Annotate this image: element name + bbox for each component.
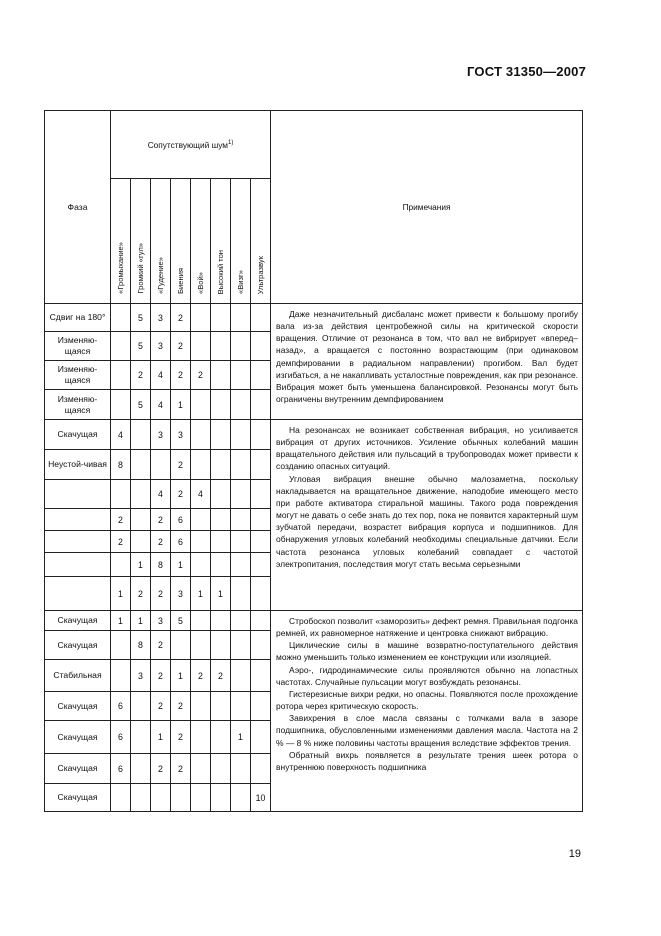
noise-value-cell [251,450,271,480]
noise-value-cell [211,304,231,332]
noise-value-cell [131,784,151,812]
noise-value-cell: 2 [131,577,151,611]
noise-value-cell [131,754,151,784]
noise-value-cell [191,784,211,812]
phase-cell: Скачущая [45,721,111,754]
noise-value-cell [211,450,231,480]
noise-value-cell [231,480,251,509]
noise-value-cell: 3 [151,420,171,450]
noise-column-label: Громкий «гул» [135,243,145,294]
noise-value-cell [111,361,131,390]
noise-value-cell: 8 [151,553,171,577]
noise-group-header [111,111,271,179]
noise-column-label: Ультразвук [255,255,265,294]
noise-value-cell: 2 [171,480,191,509]
note-paragraph: Аэро-, гидродинамические силы проявляются обычно на лопастных частотах. Случайные пульсации могут возбуждать резонансы. [276,664,578,687]
noise-value-cell: 4 [191,480,211,509]
phase-cell: Изменяю-щаяся [45,361,111,390]
notes-cell [271,304,583,420]
noise-value-cell [231,509,251,531]
noise-value-cell: 5 [171,611,191,631]
noise-value-cell [191,631,211,660]
noise-value-cell [191,332,211,361]
noise-value-cell: 3 [171,420,191,450]
noise-value-cell: 1 [131,553,151,577]
noise-value-cell: 2 [171,304,191,332]
note-paragraph: Гистерезисные вихри редки, но опасны. Появляются после прохождение ротора через критическую скорость. [276,688,578,712]
noise-value-cell [111,390,131,420]
noise-value-cell [231,531,251,553]
noise-column-label: Биения [175,268,185,294]
document-header: ГОСТ 31350—2007 [467,64,586,79]
noise-value-cell [251,390,271,420]
noise-value-cell: 2 [171,692,191,721]
noise-value-cell [151,450,171,480]
noise-column-label: Высокий тон [215,249,225,294]
noise-value-cell [251,721,271,754]
noise-value-cell: 3 [151,611,171,631]
phase-cell [45,480,111,509]
noise-value-cell [131,480,151,509]
noise-value-cell: 4 [111,420,131,450]
noise-value-cell [191,611,211,631]
noise-value-cell: 2 [111,531,131,553]
noise-value-cell: 2 [171,332,191,361]
noise-value-cell: 4 [151,361,171,390]
noise-column-header [251,179,271,304]
noise-value-cell: 2 [191,660,211,692]
notes-header: Примечания [271,111,583,304]
noise-value-cell: 6 [111,721,131,754]
phase-cell: Скачущая [45,754,111,784]
noise-column-header [111,179,131,304]
footnote-mark: 1) [228,139,234,146]
note-paragraph: Стробоскоп позволит «заморозить» дефект ремня. Правильная подгонка ремней, их равномерное натяжение и центровка снижают вибрацию. [276,616,578,639]
phase-cell: Сдвиг на 180° [45,304,111,332]
noise-value-cell [111,660,131,692]
phase-cell: Скачущая [45,692,111,721]
noise-column-header [191,179,211,304]
noise-value-cell [131,420,151,450]
noise-value-cell: 2 [111,509,131,531]
noise-column-header [171,179,191,304]
noise-value-cell [211,332,231,361]
noise-value-cell [231,361,251,390]
phase-cell: Неустой-чивая [45,450,111,480]
noise-value-cell [231,577,251,611]
noise-value-cell: 1 [151,721,171,754]
noise-value-cell [111,332,131,361]
noise-value-cell [211,784,231,812]
noise-value-cell: 1 [231,721,251,754]
note-paragraph: На резонансах не возникает собственная вибрация, но усиливается вибрация от других источников. Усиление обычных колебаний машин вращательного действия или пульсаций в трубопроводах может привести к созданию опасных ситуаций. [276,425,578,472]
noise-value-cell: 5 [131,390,151,420]
noise-value-cell: 6 [171,509,191,531]
noise-value-cell: 2 [211,660,231,692]
noise-value-cell: 2 [151,509,171,531]
noise-value-cell [251,332,271,361]
noise-value-cell [231,332,251,361]
phase-cell: Скачущая [45,611,111,631]
noise-value-cell [251,531,271,553]
noise-value-cell: 3 [151,332,171,361]
noise-value-cell [211,631,231,660]
noise-value-cell [251,509,271,531]
noise-value-cell: 2 [171,754,191,784]
table-row [45,611,583,631]
noise-value-cell: 2 [171,721,191,754]
noise-value-cell [231,692,251,721]
noise-value-cell [251,611,271,631]
noise-value-cell [191,509,211,531]
noise-value-cell [131,692,151,721]
noise-value-cell [191,390,211,420]
noise-value-cell: 3 [171,577,191,611]
noise-value-cell [131,531,151,553]
noise-value-cell [211,480,231,509]
noise-value-cell [251,480,271,509]
phase-cell: Скачущая [45,784,111,812]
noise-value-cell [131,721,151,754]
noise-value-cell: 1 [171,553,191,577]
noise-column-header [151,179,171,304]
noise-value-cell: 5 [131,332,151,361]
note-paragraph: Обратный вихрь появляется в результате трения шеек ротора о внутреннюю поверхность подшипника [276,749,578,772]
noise-column-label: «Вой» [195,272,205,294]
noise-value-cell [251,660,271,692]
noise-value-cell [211,361,231,390]
noise-value-cell [191,553,211,577]
noise-value-cell: 1 [211,577,231,611]
noise-value-cell [151,784,171,812]
noise-column-label: «Визг» [235,269,245,294]
page-number: 19 [568,848,581,860]
noise-value-cell [211,692,231,721]
noise-value-cell [231,611,251,631]
noise-value-cell: 6 [111,692,131,721]
phase-cell: Изменяю-щаяся [45,390,111,420]
noise-value-cell [171,631,191,660]
notes-cell [271,611,583,812]
noise-value-cell [231,450,251,480]
noise-value-cell: 2 [151,660,171,692]
phase-cell [45,577,111,611]
noise-value-cell [231,420,251,450]
noise-value-cell: 4 [151,390,171,420]
noise-value-cell: 2 [131,361,151,390]
noise-value-cell [251,631,271,660]
noise-value-cell [231,660,251,692]
noise-value-cell: 5 [131,304,151,332]
noise-value-cell [211,553,231,577]
noise-value-cell [191,692,211,721]
noise-value-cell: 6 [111,754,131,784]
noise-value-cell [231,784,251,812]
noise-column-label: «Громыхание» [115,242,125,294]
phase-cell: Скачущая [45,420,111,450]
noise-value-cell: 2 [191,361,211,390]
noise-column-header [211,179,231,304]
noise-value-cell: 10 [251,784,271,812]
noise-value-cell [111,553,131,577]
noise-value-cell: 1 [171,390,191,420]
noise-value-cell [231,553,251,577]
noise-value-cell [231,304,251,332]
phase-cell [45,553,111,577]
noise-value-cell [211,611,231,631]
noise-value-cell [211,721,231,754]
noise-value-cell [251,692,271,721]
note-paragraph: Угловая вибрация внешне обычно малозаметна, поскольку накладывается на вращательное движение, наподобие имеющего место при работе активатора стиральной машины. Такого рода повреждения могут не давать о себе знать до тех пор, пока не появится характерный шум зубчатой передачи, возрастет вибрация корпуса и подшипников. Для обнаружения угловых колебаний необходимы специальные датчики. Если частота резонанса угловых колебаний совпадает с частотой электропитания, последствия могут стать весьма серьезными [276,473,578,569]
noise-value-cell: 2 [171,361,191,390]
notes-cell [271,420,583,611]
phase-cell: Изменяю-щаяся [45,332,111,361]
noise-value-cell [191,304,211,332]
phase-header: Фаза [45,111,111,304]
noise-value-cell: 1 [171,660,191,692]
noise-value-cell [171,784,191,812]
noise-value-cell [111,631,131,660]
noise-value-cell: 3 [131,660,151,692]
noise-value-cell: 4 [151,480,171,509]
noise-value-cell: 2 [151,577,171,611]
noise-value-cell [251,420,271,450]
noise-value-cell [211,420,231,450]
noise-value-cell [251,754,271,784]
noise-value-cell [191,531,211,553]
noise-value-cell [251,577,271,611]
noise-group-label: Сопутствующий шум [147,139,229,150]
noise-value-cell: 3 [151,304,171,332]
noise-value-cell [111,480,131,509]
noise-value-cell: 2 [171,450,191,480]
noise-column-header [131,179,151,304]
phase-cell [45,531,111,553]
noise-column-header [231,179,251,304]
noise-value-cell [191,721,211,754]
noise-value-cell: 2 [151,531,171,553]
noise-value-cell [211,390,231,420]
noise-value-cell [111,304,131,332]
noise-value-cell [251,304,271,332]
noise-table [44,110,583,812]
noise-value-cell [191,450,211,480]
noise-value-cell [191,420,211,450]
noise-value-cell: 1 [131,611,151,631]
phase-cell [45,509,111,531]
table-row [45,304,583,332]
table-row [45,420,583,450]
noise-value-cell: 8 [111,450,131,480]
noise-value-cell: 1 [191,577,211,611]
noise-value-cell [231,390,251,420]
note-paragraph: Даже незначительный дисбаланс может привести к большому прогибу вала из-за действия центробежной силы на критической скорости вращения. Отличие от резонанса в том, что вал не вибрирует «вперед–назад», а вращается с постоянно возрастающим (при одинаковом демпфировании в радиальном направлении) прогибом. Вал будет изгибаться, а не накапливать усталостные повреждения, как при резонансе. Вибрация может быть уменьшена балансировкой. Резонансы могут быть ограничены внутренним демпфированием [276,309,578,405]
noise-value-cell [111,784,131,812]
note-paragraph: Циклические силы в машине возвратно-поступательного действия можно уменьшить только изменением ее конструкции или изоляцией. [276,640,578,663]
noise-column-label: «Гудение» [155,257,165,294]
noise-value-cell [131,509,151,531]
noise-value-cell: 2 [151,631,171,660]
noise-value-cell [231,631,251,660]
noise-value-cell: 1 [111,577,131,611]
note-paragraph: Завихрения в слое масла связаны с толчками вала в зазоре подшипника, обусловленными изменениями давления масла. Частота на 2 % — 8 % ниже половины частоты вращения вследствие эффектов трения. [276,713,578,748]
phase-cell: Скачущая [45,631,111,660]
noise-value-cell [251,361,271,390]
noise-value-cell: 6 [171,531,191,553]
noise-value-cell [131,450,151,480]
noise-value-cell: 1 [111,611,131,631]
noise-value-cell: 8 [131,631,151,660]
noise-value-cell [211,754,231,784]
noise-value-cell: 2 [151,754,171,784]
noise-value-cell [231,754,251,784]
noise-value-cell [191,754,211,784]
phase-cell: Стабильная [45,660,111,692]
noise-value-cell [211,509,231,531]
noise-value-cell: 2 [151,692,171,721]
noise-value-cell [211,531,231,553]
noise-value-cell [251,553,271,577]
